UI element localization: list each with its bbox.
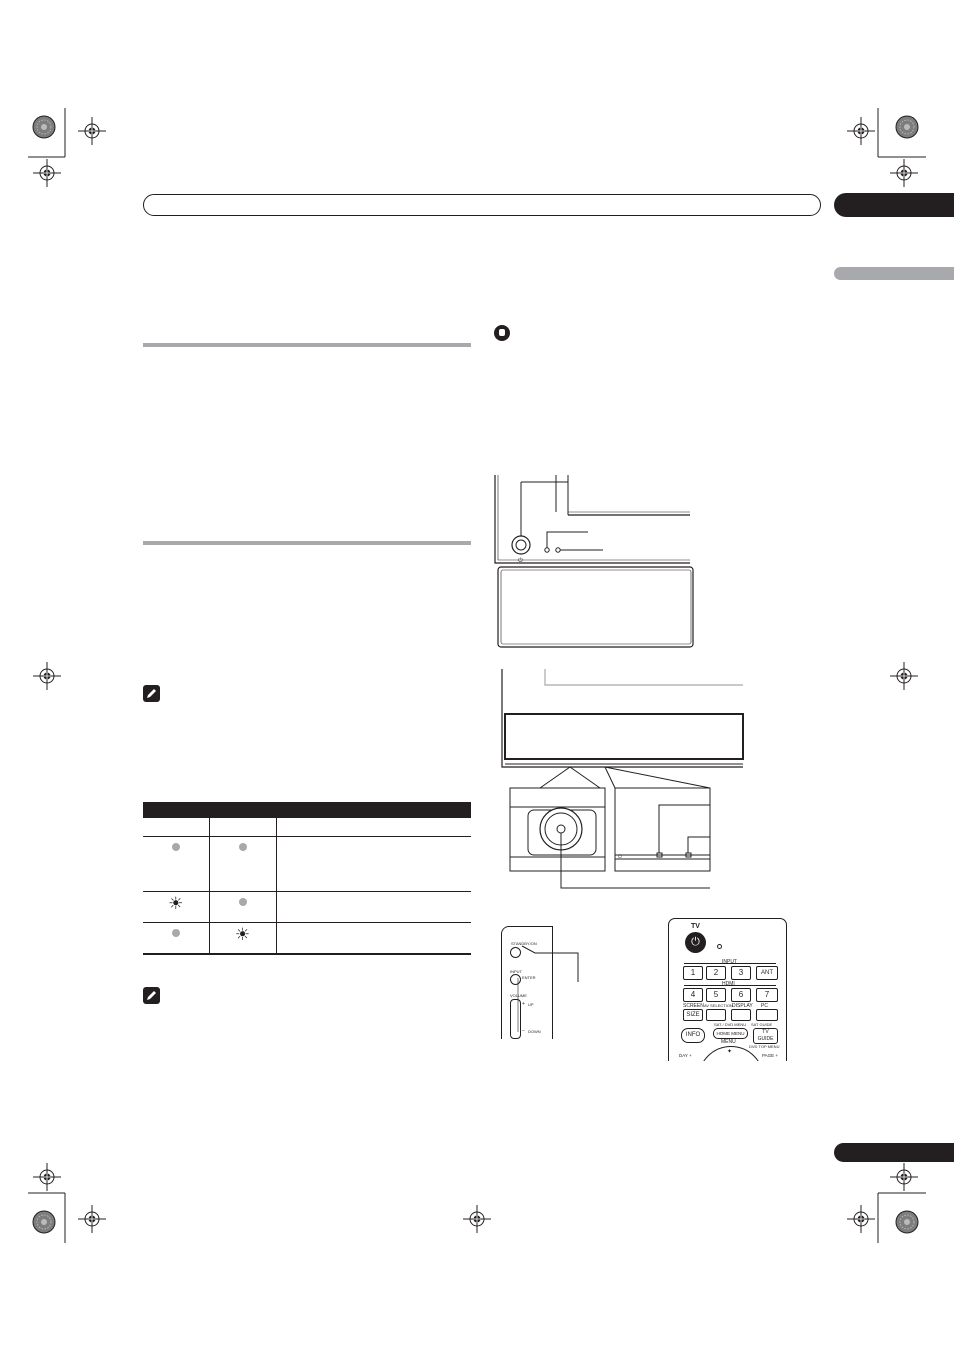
display-button[interactable] — [731, 1009, 751, 1021]
indicator-led — [717, 944, 722, 949]
input-label: INPUT — [510, 969, 522, 974]
input-2-button[interactable]: 2 — [706, 966, 726, 980]
av-selection-label: AV SELECTION — [704, 1003, 733, 1008]
home-menu-button[interactable]: HOME MENU — [713, 1028, 748, 1039]
display-label: DISPLAY — [732, 1003, 753, 1009]
pc-button[interactable] — [756, 1009, 778, 1021]
table-row — [143, 923, 471, 955]
av-selection-button[interactable] — [706, 1009, 726, 1021]
color-target-icon — [896, 116, 918, 138]
registration-mark-icon — [78, 117, 106, 145]
registration-mark-icon — [78, 1205, 106, 1233]
volume-rocker[interactable] — [510, 999, 521, 1039]
table-subheader-row — [143, 818, 471, 837]
registration-mark-icon — [847, 1205, 875, 1233]
divider — [684, 963, 776, 964]
table-row — [143, 892, 471, 923]
input-4-button[interactable]: 4 — [683, 988, 703, 1002]
led-status-table — [143, 802, 471, 955]
tv-label: TV — [691, 923, 700, 930]
screen-label: SCREEN — [683, 1003, 704, 1009]
down-label: DOWN — [528, 1029, 541, 1034]
registration-mark-icon — [890, 1163, 918, 1191]
power-button[interactable] — [685, 932, 706, 953]
plus-label: + — [522, 1001, 525, 1007]
registration-mark-icon — [33, 662, 61, 690]
gray-dot-icon — [239, 843, 247, 851]
remote-control-diagram — [668, 918, 787, 1061]
screen-size-button[interactable]: SIZE — [683, 1009, 703, 1021]
registration-mark-icon — [890, 159, 918, 187]
gray-dot-icon — [172, 843, 180, 851]
page-label: PAGE + — [762, 1053, 779, 1058]
registration-mark-icon — [463, 1205, 491, 1233]
registration-mark-icon — [890, 662, 918, 690]
section-rule-2 — [143, 541, 471, 545]
pencil-note-icon — [143, 685, 160, 702]
input-6-button[interactable]: 6 — [731, 988, 751, 1002]
registration-mark-icon — [33, 1163, 61, 1191]
svg-text:⏻: ⏻ — [618, 854, 622, 860]
power-button — [512, 536, 530, 554]
bottom-panel-diagram — [500, 667, 745, 892]
info-button[interactable]: INFO — [681, 1028, 705, 1043]
table-row — [143, 837, 471, 892]
input-5-button[interactable]: 5 — [706, 988, 726, 1002]
gray-dot-icon — [172, 929, 180, 937]
color-target-icon — [896, 1211, 918, 1233]
registration-mark-icon — [33, 159, 61, 187]
color-target-icon — [33, 1211, 55, 1233]
gray-dot-icon — [239, 898, 247, 906]
sat-dvd-menu-label: SAT / DVD MENU — [714, 1022, 747, 1027]
up-label: UP — [528, 1002, 534, 1007]
sun-icon: ☀ — [168, 894, 184, 913]
standby-on-label: STANDBY/ON — [511, 941, 537, 946]
pencil-note-icon — [143, 987, 160, 1004]
pc-label: PC — [761, 1003, 768, 1009]
tv-guide-bottom: GUIDE — [757, 1036, 774, 1042]
svg-text:⏻: ⏻ — [518, 557, 523, 564]
sun-icon: ☀ — [234, 925, 251, 944]
section-rule-1 — [143, 343, 471, 347]
input-3-button[interactable]: 3 — [731, 966, 751, 980]
dvd-top-menu-label: DVD TOP MENU — [749, 1044, 780, 1049]
color-target-icon — [33, 116, 55, 138]
registration-mark-icon — [847, 117, 875, 145]
tv-guide-button[interactable] — [753, 1028, 778, 1044]
ant-button[interactable]: ANT — [756, 966, 778, 980]
minus-label: − — [522, 1028, 525, 1034]
hand-warning-icon — [494, 325, 510, 341]
enter-label: ENTER — [522, 975, 536, 980]
divider — [684, 985, 776, 986]
sat-guide-label: SAT GUIDE — [751, 1022, 773, 1027]
power-icon: ⏻ — [691, 936, 700, 948]
up-arrow-icon: ✦ — [727, 1049, 733, 1055]
table-header-row — [143, 802, 471, 818]
day-label: DAY + — [679, 1053, 692, 1058]
input-1-button[interactable]: 1 — [683, 966, 703, 980]
menu-label: MENU — [721, 1039, 736, 1045]
input-group-label: INPUT — [722, 959, 737, 965]
volume-label: VOLUME — [510, 993, 527, 998]
tv-guide-top: TV — [762, 1029, 769, 1035]
side-panel-callout — [500, 920, 590, 990]
input-7-button[interactable]: 7 — [756, 988, 778, 1002]
front-panel-diagram — [490, 470, 700, 655]
hdmi-group-label: HDMI — [722, 981, 735, 987]
